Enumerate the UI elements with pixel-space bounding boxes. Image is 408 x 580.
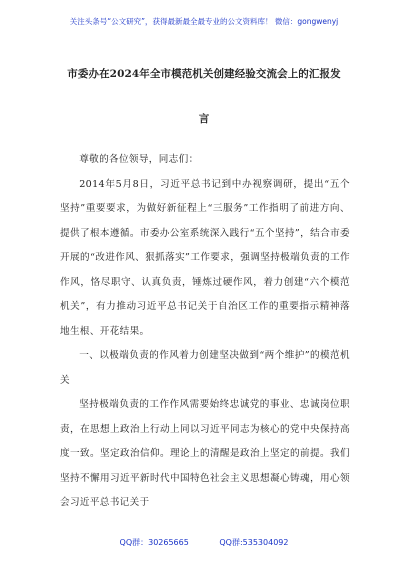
header-banner: 关注头条号“公文研究”，获得最新最全最专业的公文资料库！ 微信：gongwenyj <box>69 17 339 26</box>
body-paragraph: 2014年5月8日，习近平总书记到中办视察调研，提出“五个坚持”重要要求，为做好新征程上“三服务”工作指明了前进方向、提供了根本遵循。市委办公室系统深入践行“五个坚持”，结合市委开展的“改进作风、狠抓落实”工作要求，强调坚持极端负责的工作作风，恪尽职守、认真负责，锤炼过硬作风，着力创建“六个模范机关”，有力推动习近平总书记关于自治区工作的重要指示精神落地生根、开花结果。 <box>60 178 350 337</box>
body-paragraph: 坚持极端负责的工作作风需要始终忠诚党的事业、忠诚岗位职责，在思想上政治上行动上同以习近平同志为核心的党中央保持高度一致。坚定政治信仰。理论上的清醒是政治上坚定的前提。我们坚持不懈用习近平新时代中国特色社会主义思想凝心铸魂，用心领会习近平总书记关于 <box>60 399 350 508</box>
footer-qq-left: QQ群：30265665 <box>119 538 189 547</box>
title-line-2: 言 <box>198 113 210 125</box>
footer-qq-right: QQ群:535304092 <box>219 538 289 547</box>
salutation: 尊敬的各位领导，同志们： <box>79 154 199 165</box>
document-body <box>60 148 350 516</box>
section-heading: 一、以极端负责的作风着力创建坚决做到“两个维护”的模范机关 <box>60 350 350 386</box>
title-line-1: 市委办在2024年全市模范机关创建经验交流会上的汇报发 <box>67 68 341 80</box>
footer-contacts <box>0 537 408 548</box>
document-title <box>56 66 352 126</box>
